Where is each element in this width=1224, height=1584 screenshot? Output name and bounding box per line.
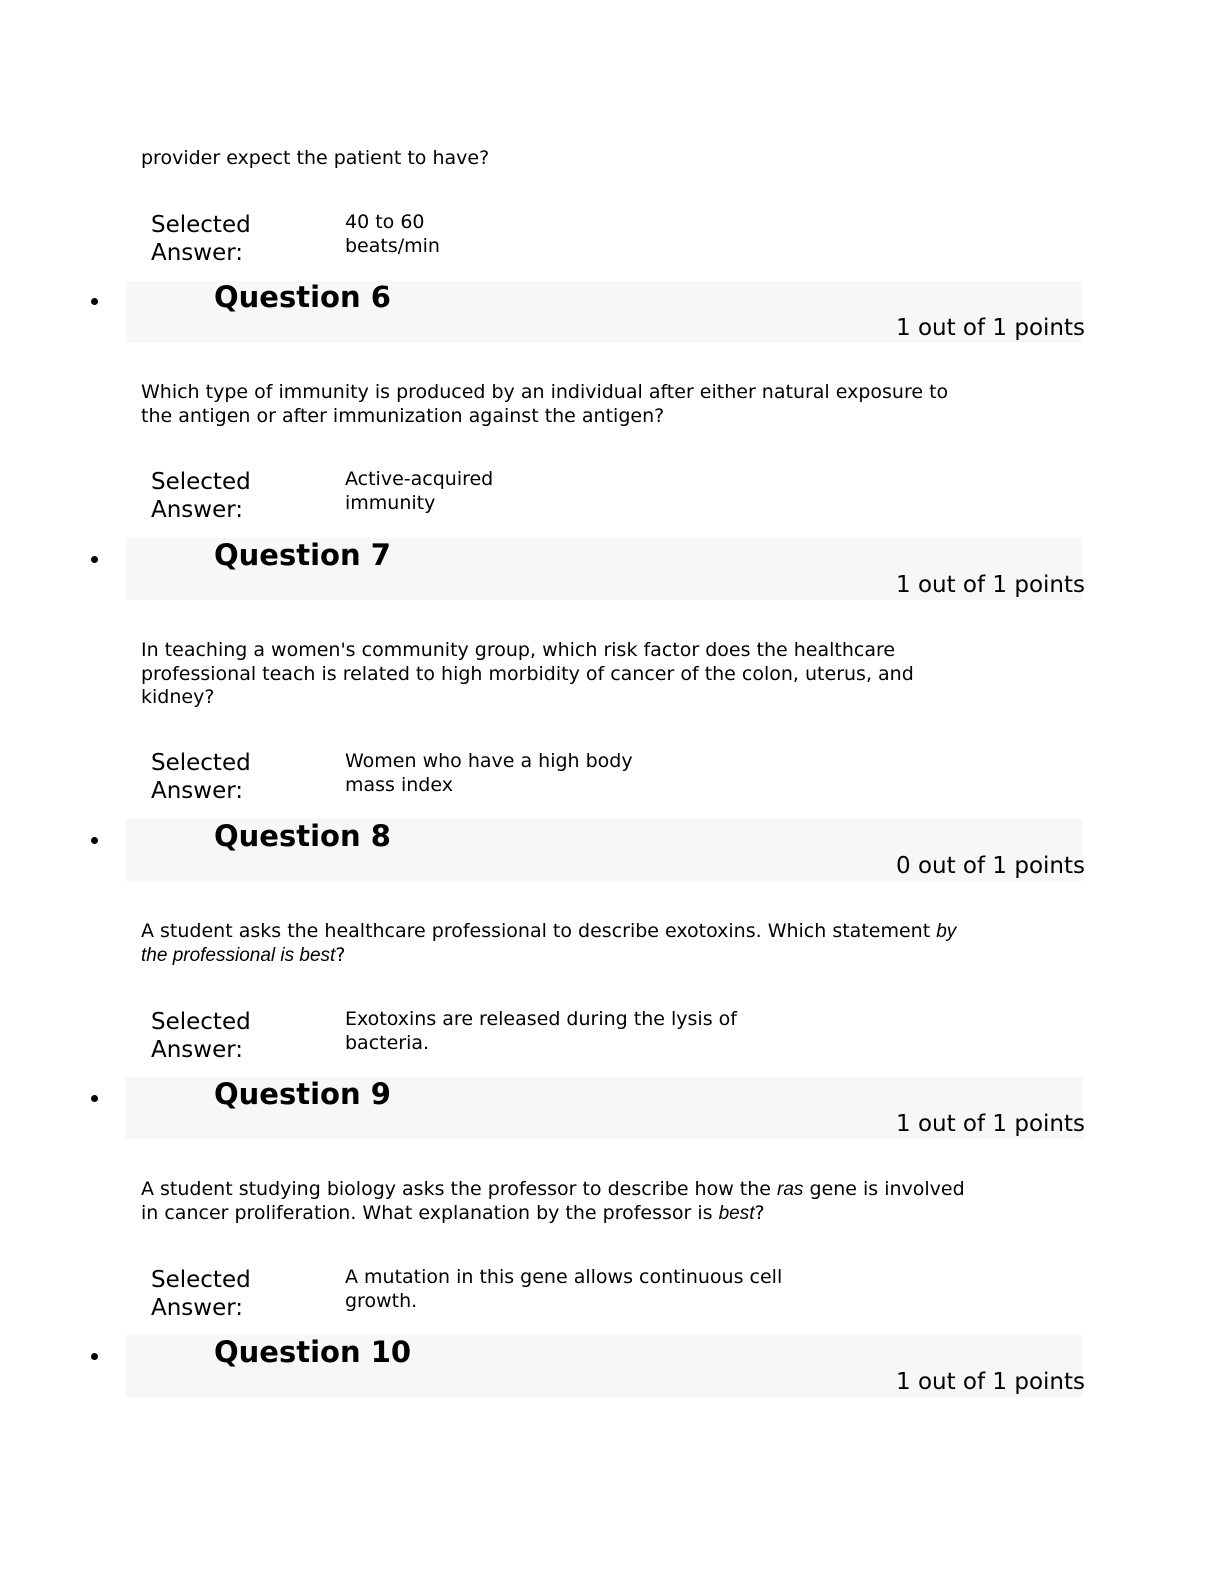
bullet-icon: [91, 1095, 98, 1102]
selected-answer-value: [345, 1266, 782, 1313]
bullet-icon: [91, 298, 98, 305]
bullet-icon: [91, 556, 98, 563]
question-text-line: kidney?: [141, 686, 215, 708]
selected-answer-label: [151, 1266, 251, 1322]
selected-answer-label: [151, 211, 251, 267]
answer-line: bacteria.: [345, 1031, 430, 1054]
question-text-italic: by: [936, 921, 957, 942]
question-text-span: ?: [754, 1201, 765, 1224]
answer-line: beats/min: [345, 234, 440, 257]
question-7-text: [141, 639, 1021, 710]
question-10-points: 1 out of 1 points: [896, 1369, 1085, 1395]
selected-label-line: Answer:: [151, 1037, 244, 1063]
question-text-span: gene is involved: [803, 1178, 965, 1200]
question-8-text: [141, 920, 1021, 967]
question-text-italic: best: [718, 1202, 755, 1224]
selected-answer-label: [151, 468, 251, 524]
question-10-title: Question 10: [214, 1335, 412, 1369]
question-text-line: [141, 920, 1021, 944]
bullet-icon: [91, 837, 98, 844]
selected-answer-label: [151, 749, 251, 805]
answer-line: Exotoxins are released during the lysis of: [345, 1008, 737, 1030]
selected-label-line: Answer:: [151, 240, 244, 266]
question-8-title: Question 8: [214, 819, 391, 853]
question-5-text: provider expect the patient to have?: [141, 147, 490, 169]
selected-label-line: Selected: [151, 212, 251, 238]
answer-line: growth.: [345, 1289, 418, 1312]
question-7-points: 1 out of 1 points: [896, 572, 1085, 598]
question-9-title: Question 9: [214, 1077, 391, 1111]
selected-label-line: Answer:: [151, 497, 244, 523]
bullet-icon: [91, 1353, 98, 1360]
answer-line: immunity: [345, 491, 436, 514]
selected-answer-value: [345, 468, 493, 515]
question-text-span: in cancer proliferation. What explanation by the professor is: [141, 1201, 719, 1224]
question-text-line: [141, 1202, 1021, 1226]
question-text-line: [141, 1178, 1021, 1202]
answer-line: 40 to 60: [345, 211, 425, 233]
selected-answer-value: [345, 1008, 737, 1055]
selected-label-line: Answer:: [151, 1295, 244, 1321]
question-text-span: A student studying biology asks the professor to describe how the: [141, 1178, 778, 1200]
question-text-span: ?: [335, 943, 346, 966]
selected-label-line: Selected: [151, 750, 251, 776]
question-6-points: 1 out of 1 points: [896, 315, 1085, 341]
question-6-title: Question 6: [214, 280, 391, 314]
question-text-line: In teaching a women's community group, which risk factor does the healthcare: [141, 639, 896, 661]
question-text-line: Which type of immunity is produced by an individual after either natural exposure to: [141, 381, 949, 403]
question-text-line: the antigen or after immunization against the antigen?: [141, 404, 665, 427]
question-9-text: [141, 1178, 1021, 1225]
question-text-line: professional teach is related to high morbidity of cancer of the colon, uterus, and: [141, 662, 914, 685]
selected-label-line: Selected: [151, 1009, 251, 1035]
selected-answer-value: [345, 211, 440, 258]
answer-line: A mutation in this gene allows continuous cell: [345, 1266, 783, 1288]
question-6-text: [141, 381, 1021, 428]
answer-line: Active-acquired: [345, 468, 494, 490]
selected-answer-label: [151, 1008, 251, 1064]
selected-label-line: Selected: [151, 1267, 251, 1293]
question-text-line: [141, 944, 1021, 968]
question-9-points: 1 out of 1 points: [896, 1111, 1085, 1137]
answer-line: Women who have a high body: [345, 750, 633, 772]
answer-line: mass index: [345, 773, 453, 796]
question-text-italic: ras: [777, 1179, 804, 1200]
selected-label-line: Answer:: [151, 778, 244, 804]
question-text-italic: the professional is best: [141, 944, 336, 966]
question-text-span: A student asks the healthcare professional to describe exotoxins. Which statement: [141, 920, 937, 942]
selected-label-line: Selected: [151, 469, 251, 495]
question-8-points: 0 out of 1 points: [896, 853, 1085, 879]
selected-answer-value: [345, 750, 633, 797]
question-7-title: Question 7: [214, 538, 391, 572]
